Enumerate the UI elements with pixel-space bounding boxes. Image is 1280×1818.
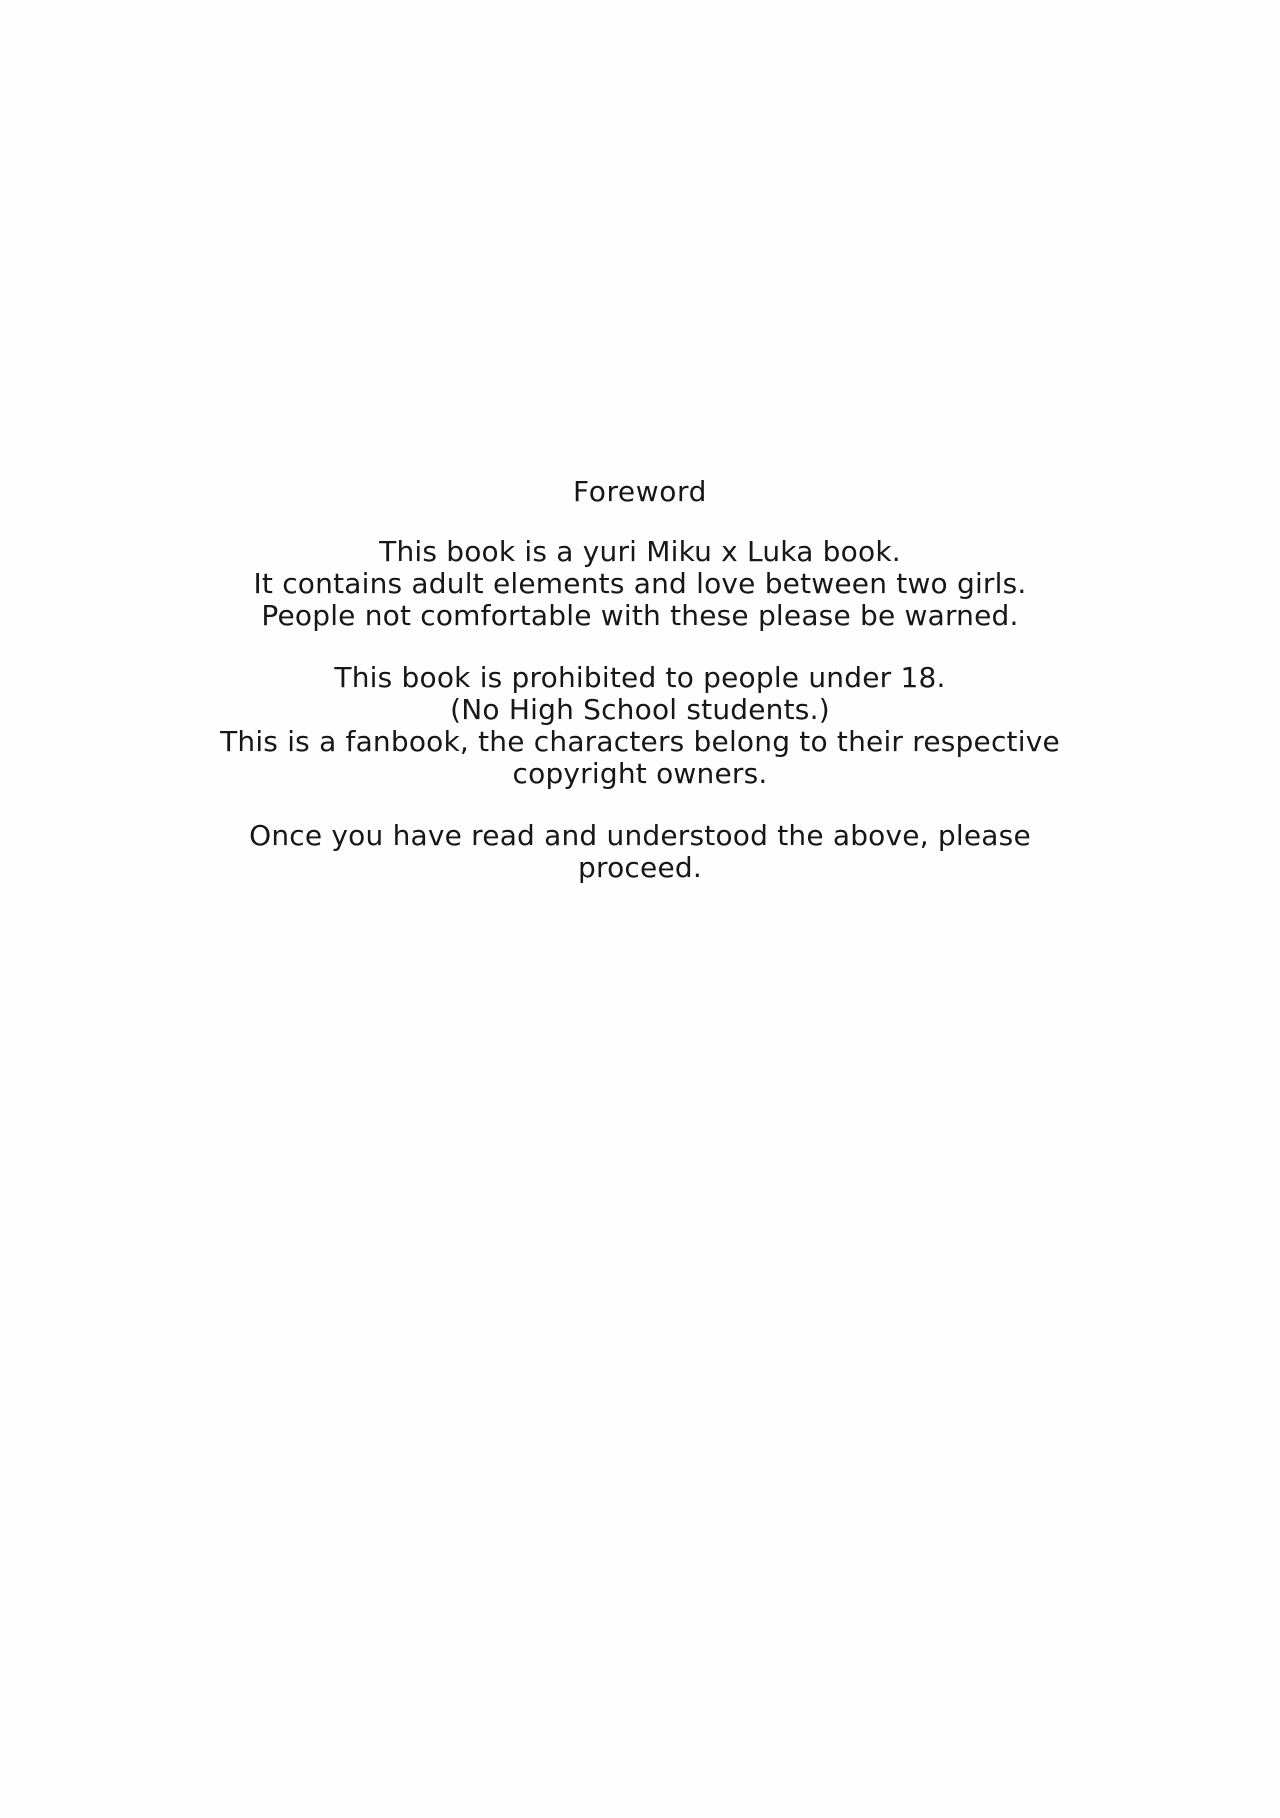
paragraph-2-line-1: This book is prohibited to people under 18. <box>334 661 946 694</box>
page-title: Foreword <box>573 475 707 508</box>
spacer-between-paragraph-1-and-2 <box>0 632 1280 662</box>
paragraph-1-line-3: People not comfortable with these please be warned. <box>261 599 1019 632</box>
foreword-paragraph-3 <box>0 820 1280 884</box>
paragraph-3-line-2: proceed. <box>578 851 702 884</box>
foreword-paragraph-2 <box>0 662 1280 790</box>
paragraph-2-line-4: copyright owners. <box>512 757 768 790</box>
foreword-paragraph-1 <box>0 536 1280 632</box>
paragraph-1-line-2: It contains adult elements and love between two girls. <box>253 567 1027 600</box>
paragraph-3-line-1: Once you have read and understood the above, please <box>249 819 1031 852</box>
paragraph-2-line-2: (No High School students.) <box>450 693 830 726</box>
spacer-between-paragraph-2-and-3 <box>0 790 1280 820</box>
foreword-block <box>0 475 1280 884</box>
spacer-after-title <box>0 506 1280 536</box>
paragraph-2-line-3: This is a fanbook, the characters belong to their respective <box>220 725 1060 758</box>
paragraph-1-line-1: This book is a yuri Miku x Luka book. <box>379 535 901 568</box>
